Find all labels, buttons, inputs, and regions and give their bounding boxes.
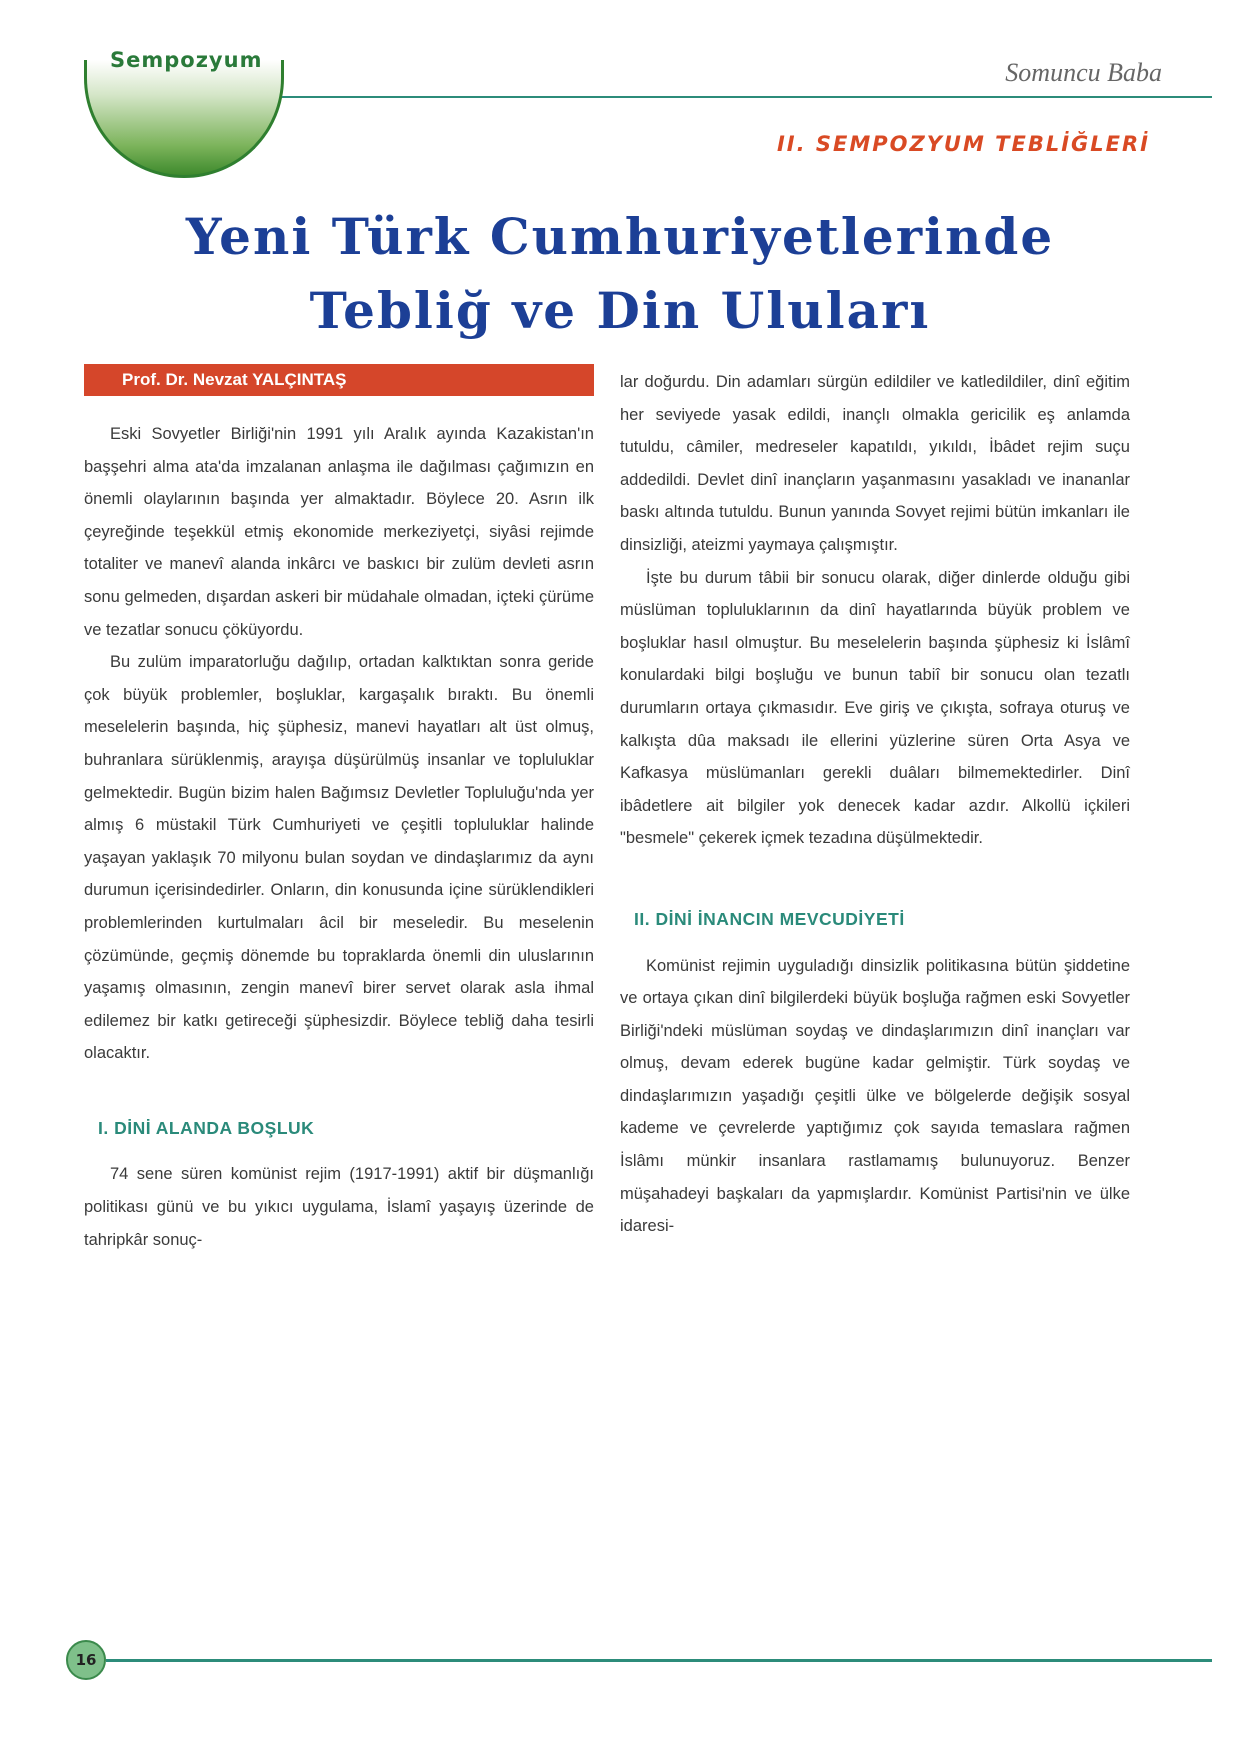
paragraph: lar doğurdu. Din adamları sürgün edildiler ve katledildiler, dinî eğitim her seviyede yasak edildi, inançlı olmakla gericilik eş anlamda tutuldu, câmiler, medreseler kapatıldı, yıkıldı, İbâdet rejim suçu addedildi. Devlet dinî inançların yaşanmasını yasakladı ve inananlar baskı altında tutuldu. Bunun yanında Sovyet rejimi bütün imkanları ile dinsizliği, ateizmi yaymaya çalışmıştır.: [620, 373, 1130, 554]
paragraph: 74 sene süren komünist rejim (1917-1991) aktif bir düşmanlığı politikası günü ve bu yıkıcı uygulama, İslamî yaşayış üzerinde de tahripkâr sonuç-: [84, 1165, 594, 1249]
paragraph: İşte bu durum tâbii bir sonucu olarak, diğer dinlerde olduğu gibi müslüman topluluklarının da dinî hayatlarında büyük problem ve boşluklar hasıl olmuştur. Bu meselelerin başında şüphesiz ki İslâmî konulardaki bilgi boşluğu ve bunun tabiî bir sonucu olan tezatlı durumların ortaya çıkmasıdır. Eve giriş ve çıkışta, sofraya oturuş ve kalkışta dûa maksadı ile ellerini yüzlerine süren Orta Asya ve Kafkasya müslümanları gerekli duâları bilmemektedirler. Dinî ibâdetlere ait bilgiler yok denecek kadar azdır. Alkollü içkileri "besmele" çekerek içmek tezadına düşülmektedir.: [620, 568, 1130, 848]
title-line-1: Yeni Türk Cumhuriyetlerinde: [185, 207, 1055, 266]
section-heading: I. DİNİ ALANDA BOŞLUK: [98, 1117, 315, 1138]
article-title: [100, 200, 1140, 348]
paragraph: Eski Sovyetler Birliği'nin 1991 yılı Aralık ayında Kazakistan'ın başşehri alma ata'da imzalanan anlaşma ile dağılması çağımızın en önemli olaylarının başında yer almaktadır. Böylece 20. Asrın ilk çeyreğinde teşekkül etmiş ekonomide merkeziyetçi, siyâsi rejimde totaliter ve manevî alanda inkârcı ve baskıcı bir zulüm devleti asrın sonu gelmeden, dışardan askeri bir müdahale olmadan, içteki çürüme ve tezatlar sonucu çöküyordu.: [84, 425, 594, 639]
right-column: [620, 366, 1130, 1243]
title-line-2: Tebliğ ve Din Uluları: [309, 281, 931, 340]
brand-logo-text: Sempozyum: [110, 48, 263, 72]
paragraph: Komünist rejimin uyguladığı dinsizlik politikasına bütün şiddetine ve ortaya çıkan dinî bilgilerdeki büyük boşluğa rağmen eski Sovyetler Birliği'ndeki müslüman soydaş ve dindaşlarımızın dinî inançları var olmuş, devam ederek bugüne kadar gelmiştir. Türk soydaş ve dindaşlarımızın yaşadığı çeşitli ülke ve bölgelerde değişik sosyal kademe ve çevrelerde yaptığımız çok sayıda temaslara rağmen İslâmı münkir insanlara rastlamamış bulunuyoruz. Benzer müşahadeyi başkaları da yapmışlardır. Komünist Partisi'nin ve ülke idaresi-: [620, 956, 1130, 1236]
author-byline: Prof. Dr. Nevzat YALÇINTAŞ: [84, 364, 594, 396]
header-rule: [282, 96, 1212, 98]
section-tag: II. SEMPOZYUM TEBLİĞLERİ: [776, 132, 1150, 156]
page-number: 16: [66, 1640, 106, 1680]
section-heading: II. DİNİ İNANCIN MEVCUDİYETİ: [634, 908, 905, 929]
magazine-name: Somuncu Baba: [1005, 58, 1162, 87]
sempozyum-logo-graphic: [84, 60, 284, 178]
left-column: [84, 372, 594, 1256]
footer-rule: [106, 1659, 1212, 1662]
paragraph: Bu zulüm imparatorluğu dağılıp, ortadan kalktıktan sonra geride çok büyük problemler, boşluklar, kargaşalık bıraktı. Bu önemli meselelerin başında, hiç şüphesiz, manevi hayatları alt üst olmuş, buhranlara sürüklenmiş, arayışa düşürülmüş insanlar ve topluluklar gelmektedir. Bugün bizim halen Bağımsız Devletler Topluluğu'nda yer almış 6 müstakil Türk Cumhuriyeti ve çeşitli topluluklar halinde yaşayan yaklaşık 70 milyonu bulan soydan ve dindaşlarımız da aynı durumun içerisindedirler. Onların, din konusunda içine sürüklendikleri problemlerinden kurtulmaları âcil bir meseledir. Bu meselenin çözümünde, geçmiş dönemde bu topraklarda önemli din uluslarının yaşamış olmasının, zengin manevî birer servet olarak asla ihmal edilemez bir katkı getireceği şüphesizdir. Böylece tebliğ daha tesirli olacaktır.: [84, 653, 594, 1063]
